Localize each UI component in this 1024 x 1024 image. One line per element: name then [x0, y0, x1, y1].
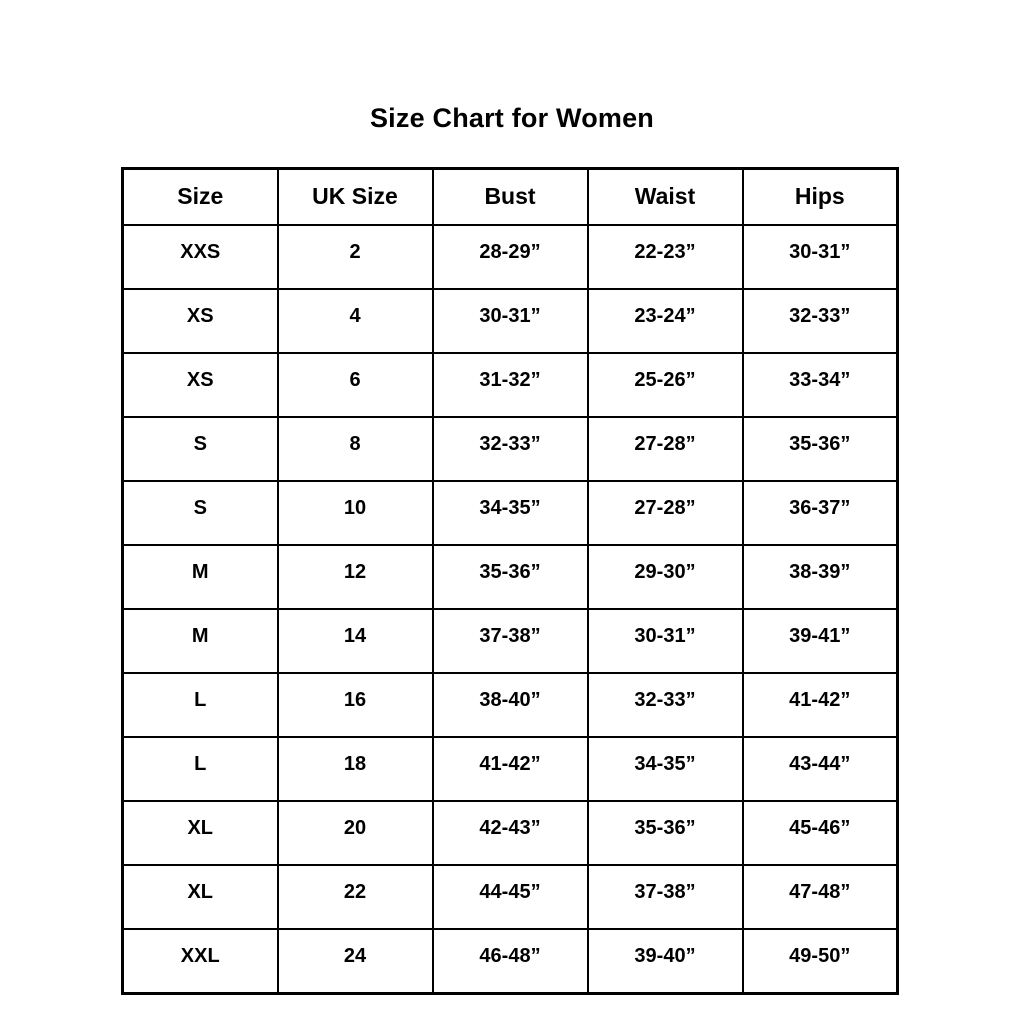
table-cell: 27-28” [588, 481, 743, 545]
table-cell: 39-40” [588, 929, 743, 994]
table-cell: 22-23” [588, 225, 743, 289]
table-cell: 32-33” [588, 673, 743, 737]
table-cell: 33-34” [743, 353, 898, 417]
table-cell: 49-50” [743, 929, 898, 994]
table-cell: L [123, 737, 278, 801]
table-cell: 38-39” [743, 545, 898, 609]
table-cell: 46-48” [433, 929, 588, 994]
table-cell: 28-29” [433, 225, 588, 289]
table-cell: 35-36” [743, 417, 898, 481]
table-cell: 12 [278, 545, 433, 609]
table-cell: XS [123, 289, 278, 353]
column-header-size: Size [123, 169, 278, 226]
table-cell: XL [123, 801, 278, 865]
column-header-hips: Hips [743, 169, 898, 226]
table-cell: 32-33” [743, 289, 898, 353]
table-cell: 18 [278, 737, 433, 801]
table-cell: 41-42” [433, 737, 588, 801]
table-cell: L [123, 673, 278, 737]
column-header-uk-size: UK Size [278, 169, 433, 226]
table-cell: 35-36” [433, 545, 588, 609]
table-cell: 45-46” [743, 801, 898, 865]
table-cell: 25-26” [588, 353, 743, 417]
table-row [123, 737, 898, 801]
table-cell: 34-35” [433, 481, 588, 545]
table-cell: 39-41” [743, 609, 898, 673]
table-cell: 27-28” [588, 417, 743, 481]
table-body [123, 225, 898, 994]
table-row [123, 417, 898, 481]
table-row [123, 673, 898, 737]
table-cell: 23-24” [588, 289, 743, 353]
table-cell: 44-45” [433, 865, 588, 929]
table-header [123, 169, 898, 226]
header-row [123, 169, 898, 226]
table-cell: XXL [123, 929, 278, 994]
table-row [123, 929, 898, 994]
table-cell: 37-38” [433, 609, 588, 673]
table-cell: 29-30” [588, 545, 743, 609]
table-cell: XXS [123, 225, 278, 289]
table-cell: XL [123, 865, 278, 929]
table-cell: 47-48” [743, 865, 898, 929]
table-cell: 37-38” [588, 865, 743, 929]
column-header-bust: Bust [433, 169, 588, 226]
table-cell: S [123, 481, 278, 545]
table-cell: 20 [278, 801, 433, 865]
table-cell: 35-36” [588, 801, 743, 865]
table-cell: M [123, 609, 278, 673]
table-cell: 30-31” [588, 609, 743, 673]
size-chart-table [121, 167, 899, 995]
table-cell: 4 [278, 289, 433, 353]
table-cell: XS [123, 353, 278, 417]
table-row [123, 865, 898, 929]
table-cell: 36-37” [743, 481, 898, 545]
table-row [123, 609, 898, 673]
table-cell: 32-33” [433, 417, 588, 481]
table-cell: 42-43” [433, 801, 588, 865]
table-row [123, 353, 898, 417]
table-cell: 14 [278, 609, 433, 673]
table-cell: M [123, 545, 278, 609]
table-cell: 30-31” [433, 289, 588, 353]
table-cell: S [123, 417, 278, 481]
table-row [123, 545, 898, 609]
table-cell: 10 [278, 481, 433, 545]
table-cell: 6 [278, 353, 433, 417]
table-cell: 30-31” [743, 225, 898, 289]
table-cell: 2 [278, 225, 433, 289]
table-cell: 8 [278, 417, 433, 481]
page-title: Size Chart for Women [369, 103, 655, 133]
table-row [123, 481, 898, 545]
table-cell: 41-42” [743, 673, 898, 737]
column-header-waist: Waist [588, 169, 743, 226]
table-cell: 38-40” [433, 673, 588, 737]
table-cell: 31-32” [433, 353, 588, 417]
table-cell: 34-35” [588, 737, 743, 801]
table-cell: 24 [278, 929, 433, 994]
table-row [123, 225, 898, 289]
table-cell: 43-44” [743, 737, 898, 801]
table-cell: 22 [278, 865, 433, 929]
table-cell: 16 [278, 673, 433, 737]
table-row [123, 289, 898, 353]
table-row [123, 801, 898, 865]
